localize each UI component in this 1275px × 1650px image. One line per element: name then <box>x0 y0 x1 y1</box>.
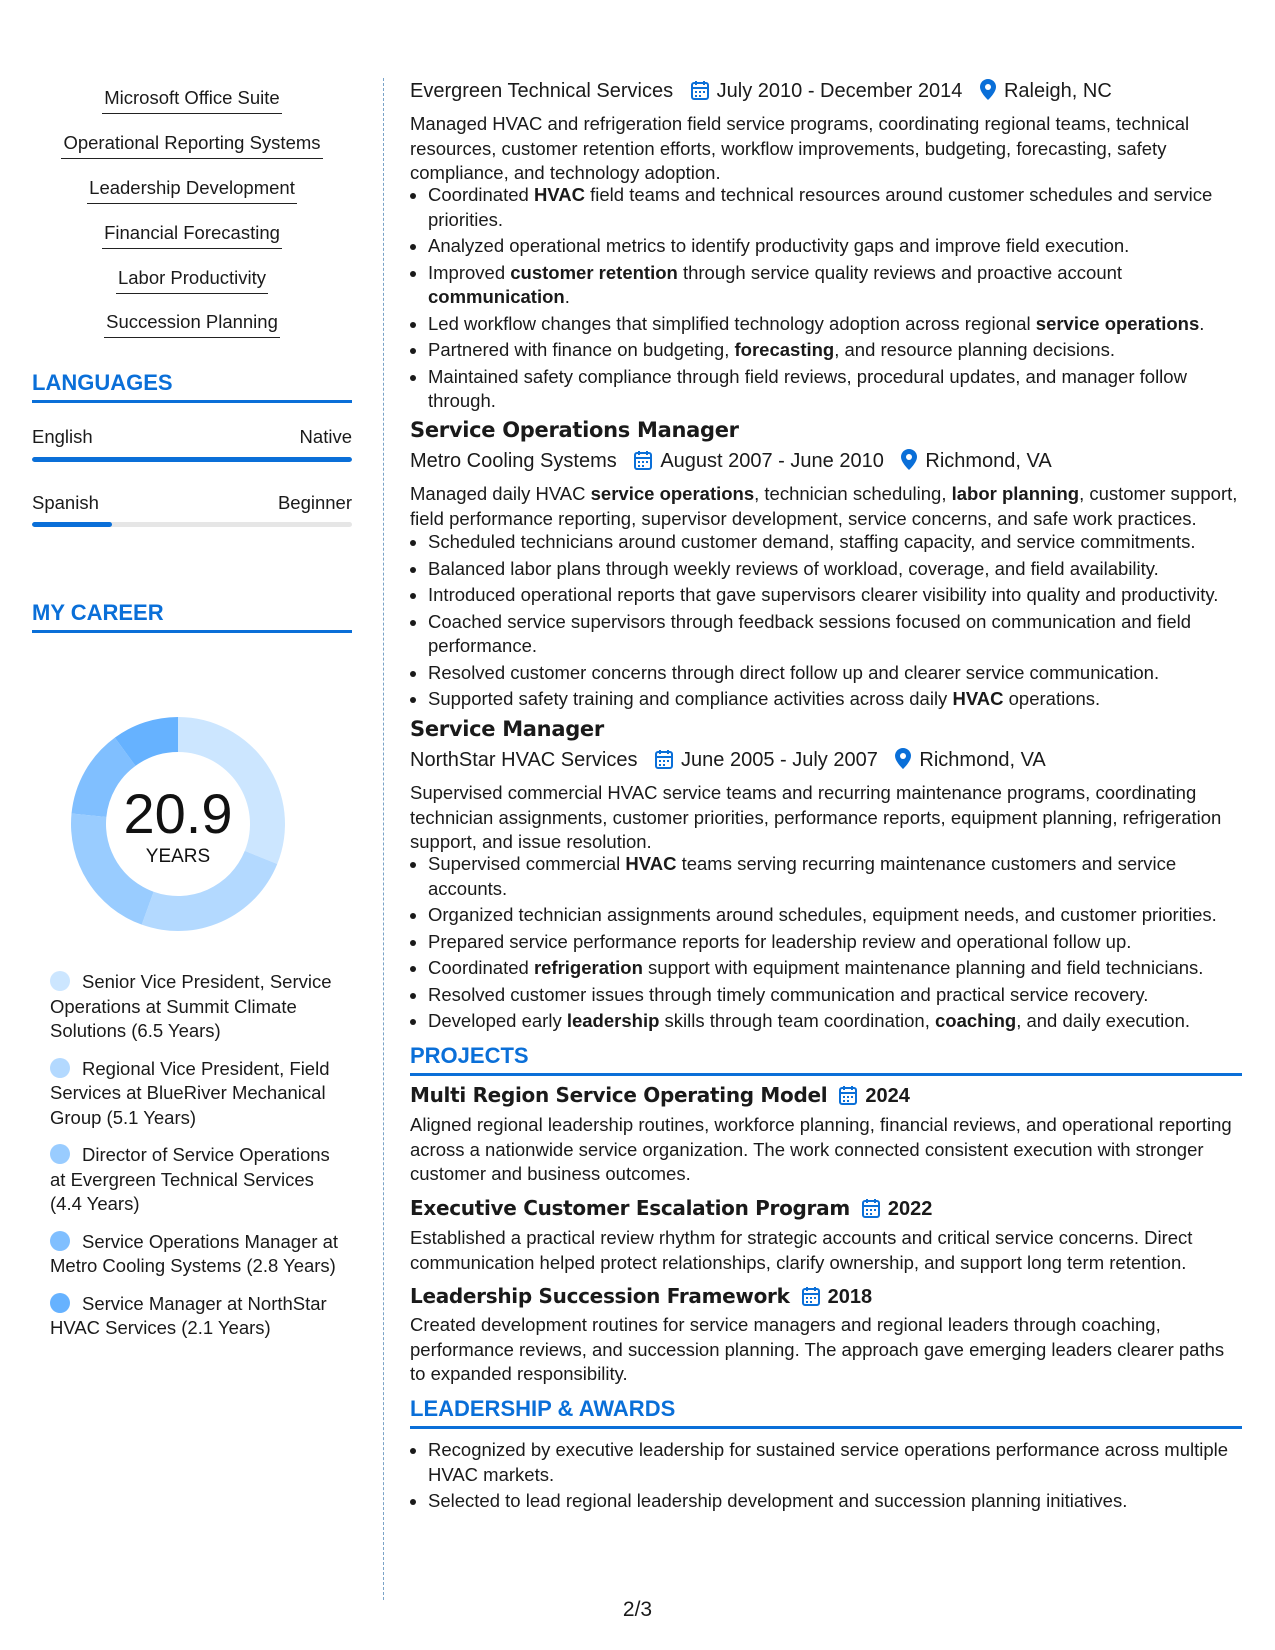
job-title: Service Manager <box>410 717 604 741</box>
job-bullet: • Led workflow changes that simplified technology adoption across regional service operations. <box>428 312 1258 337</box>
language-bar-fill <box>32 522 112 527</box>
map-pin-icon <box>901 449 917 476</box>
job-dates: July 2010 - December 2014 <box>716 80 963 102</box>
career-legend-item <box>50 1057 340 1131</box>
award-item: • Recognized by executive leadership for sustained service operations performance across multiple HVAC markets. <box>428 1438 1258 1487</box>
project-description: Aligned regional leadership routines, workforce planning, financial reviews, and operational reporting across a nationwide service organization. The work connected consistent execution with stronger customer and business outcomes. <box>410 1114 1232 1184</box>
job-bullet: • Supervised commercial HVAC teams serving recurring maintenance customers and service accounts. <box>428 852 1258 901</box>
skill-item: Financial Forecasting <box>32 220 352 265</box>
legend-dot-icon <box>50 1058 70 1078</box>
job-summary: Managed HVAC and refrigeration field service programs, coordinating regional teams, technical resources, customer retention efforts, workflow improvements, budgeting, forecasting, safety compliance, and technology adoption. <box>410 113 1190 183</box>
skill-item: Operational Reporting Systems <box>32 130 352 175</box>
project-description: Created development routines for service managers and regional leaders through coaching, performance reviews, and succession planning. The approach gave emerging leaders clearer paths to expanded responsibility. <box>410 1314 1225 1384</box>
legend-dot-icon <box>50 1231 70 1251</box>
job-bullet: • Balanced labor plans through weekly reviews of workload, coverage, and field availability. <box>428 557 1258 582</box>
career-heading: MY CAREER <box>32 600 352 633</box>
job-location: Richmond, VA <box>925 450 1052 472</box>
job-bullet: • Partnered with finance on budgeting, forecasting, and resource planning decisions. <box>428 338 1258 363</box>
project-description: Established a practical review rhythm for strategic accounts and critical service concerns. Direct communication helped protect relationships, clarify ownership, and support long term retention. <box>410 1227 1193 1273</box>
awards-list <box>410 1438 1258 1516</box>
job-bullet: • Supported safety training and compliance activities across daily HVAC operations. <box>428 687 1258 712</box>
job-location: Raleigh, NC <box>1003 80 1112 102</box>
calendar-icon <box>839 1085 857 1110</box>
calendar-icon <box>802 1286 820 1311</box>
job-bullet: • Coordinated HVAC field teams and technical resources around customer schedules and service priorities. <box>428 183 1258 232</box>
skill-item: Microsoft Office Suite <box>32 85 352 130</box>
job-bullet: • Organized technician assignments around schedules, equipment needs, and customer priorities. <box>428 903 1258 928</box>
legend-dot-icon <box>50 1144 70 1164</box>
career-legend-item <box>50 1230 340 1279</box>
map-pin-icon <box>895 748 911 775</box>
projects-heading: PROJECTS <box>410 1043 1242 1076</box>
language-level: Beginner <box>277 492 352 513</box>
job-dates: August 2007 - June 2010 <box>660 450 884 472</box>
job-company: Metro Cooling Systems <box>410 450 617 472</box>
job-bullet: • Coached service supervisors through feedback sessions focused on communication and field performance. <box>428 610 1258 659</box>
skill-item: Succession Planning <box>32 309 352 354</box>
language-bar-fill <box>32 457 352 462</box>
calendar-icon <box>691 80 709 106</box>
language-bar-spanish <box>32 522 352 527</box>
job-bullet: • Coordinated refrigeration support with equipment maintenance planning and field technicians. <box>428 956 1258 981</box>
job-company: Evergreen Technical Services <box>410 80 674 102</box>
career-donut-center <box>66 712 290 936</box>
job-bullet: • Prepared service performance reports for leadership review and operational follow up. <box>428 930 1258 955</box>
career-legend-text: Service Operations Manager at Metro Cooling Systems (2.8 Years) <box>50 1230 339 1276</box>
career-legend <box>50 970 340 1354</box>
job-bullets <box>410 530 1258 714</box>
language-name: English <box>32 426 93 447</box>
job-summary: Supervised commercial HVAC service teams and recurring maintenance programs, coordinating technician assignments, customer priorities, performance reports, equipment planning, refrigeration support, and issue resolution. <box>410 782 1222 852</box>
job-meta <box>410 449 1052 476</box>
awards-heading: LEADERSHIP & AWARDS <box>410 1396 1242 1429</box>
job-bullet: • Maintained safety compliance through field reviews, procedural updates, and manager follow through. <box>428 365 1258 414</box>
job-meta <box>410 79 1112 106</box>
language-name: Spanish <box>32 492 99 513</box>
job-bullet: • Introduced operational reports that gave supervisors clearer visibility into quality and productivity. <box>428 583 1258 608</box>
calendar-icon <box>634 450 652 476</box>
job-bullets <box>410 183 1258 416</box>
job-bullet: • Resolved customer concerns through direct follow up and clearer service communication. <box>428 661 1258 686</box>
calendar-icon <box>862 1198 880 1223</box>
career-total-unit: YEARS <box>145 846 211 867</box>
job-bullet: • Improved customer retention through service quality reviews and proactive account communication. <box>428 261 1258 310</box>
project-year: 2018 <box>827 1286 873 1308</box>
job-meta <box>410 748 1046 775</box>
skills-list <box>32 85 352 354</box>
column-divider <box>383 78 384 1600</box>
career-legend-item <box>50 1143 340 1217</box>
project-title: Multi Region Service Operating Model 2024 <box>410 1083 910 1110</box>
job-company: NorthStar HVAC Services <box>410 749 638 771</box>
languages-heading: LANGUAGES <box>32 370 352 403</box>
legend-dot-icon <box>50 971 70 991</box>
map-pin-icon <box>980 79 996 106</box>
project-title: Executive Customer Escalation Program 2022 <box>410 1196 932 1223</box>
project-year: 2024 <box>865 1085 910 1107</box>
project-title: Leadership Succession Framework 2018 <box>410 1284 872 1311</box>
career-legend-text: Director of Service Operations at Evergreen Technical Services (4.4 Years) <box>50 1144 330 1214</box>
skill-item: Leadership Development <box>32 175 352 220</box>
job-bullet: • Developed early leadership skills through team coordination, coaching, and daily execution. <box>428 1009 1258 1034</box>
job-title: Service Operations Manager <box>410 418 739 442</box>
job-bullet: • Resolved customer issues through timely communication and practical service recovery. <box>428 983 1258 1008</box>
career-legend-text: Service Manager at NorthStar HVAC Services (2.1 Years) <box>50 1292 327 1338</box>
project-year: 2022 <box>887 1198 933 1220</box>
calendar-icon <box>655 749 673 775</box>
legend-dot-icon <box>50 1293 70 1313</box>
skill-item: Labor Productivity <box>32 265 352 310</box>
language-level: Native <box>299 426 352 447</box>
page-number: 2/3 <box>622 1598 653 1621</box>
job-location: Richmond, VA <box>919 749 1046 771</box>
job-bullet: • Analyzed operational metrics to identify productivity gaps and improve field execution. <box>428 234 1258 259</box>
language-bar-english <box>32 457 352 462</box>
career-legend-item <box>50 970 340 1044</box>
job-summary: Managed daily HVAC service operations, technician scheduling, labor planning, customer support, field performance reporting, supervisor development, service concerns, and safe work practices. <box>410 483 1238 529</box>
career-total-value: 20.9 <box>123 782 233 845</box>
job-dates: June 2005 - July 2007 <box>681 749 878 771</box>
job-bullet: • Scheduled technicians around customer demand, staffing capacity, and service commitments. <box>428 530 1258 555</box>
career-legend-item <box>50 1292 340 1341</box>
career-legend-text: Regional Vice President, Field Services at BlueRiver Mechanical Group (5.1 Years) <box>50 1057 330 1128</box>
job-bullets <box>410 852 1258 1036</box>
award-item: • Selected to lead regional leadership development and succession planning initiatives. <box>428 1489 1258 1514</box>
career-legend-text: Senior Vice President, Service Operations at Summit Climate Solutions (6.5 Years) <box>50 971 332 1041</box>
